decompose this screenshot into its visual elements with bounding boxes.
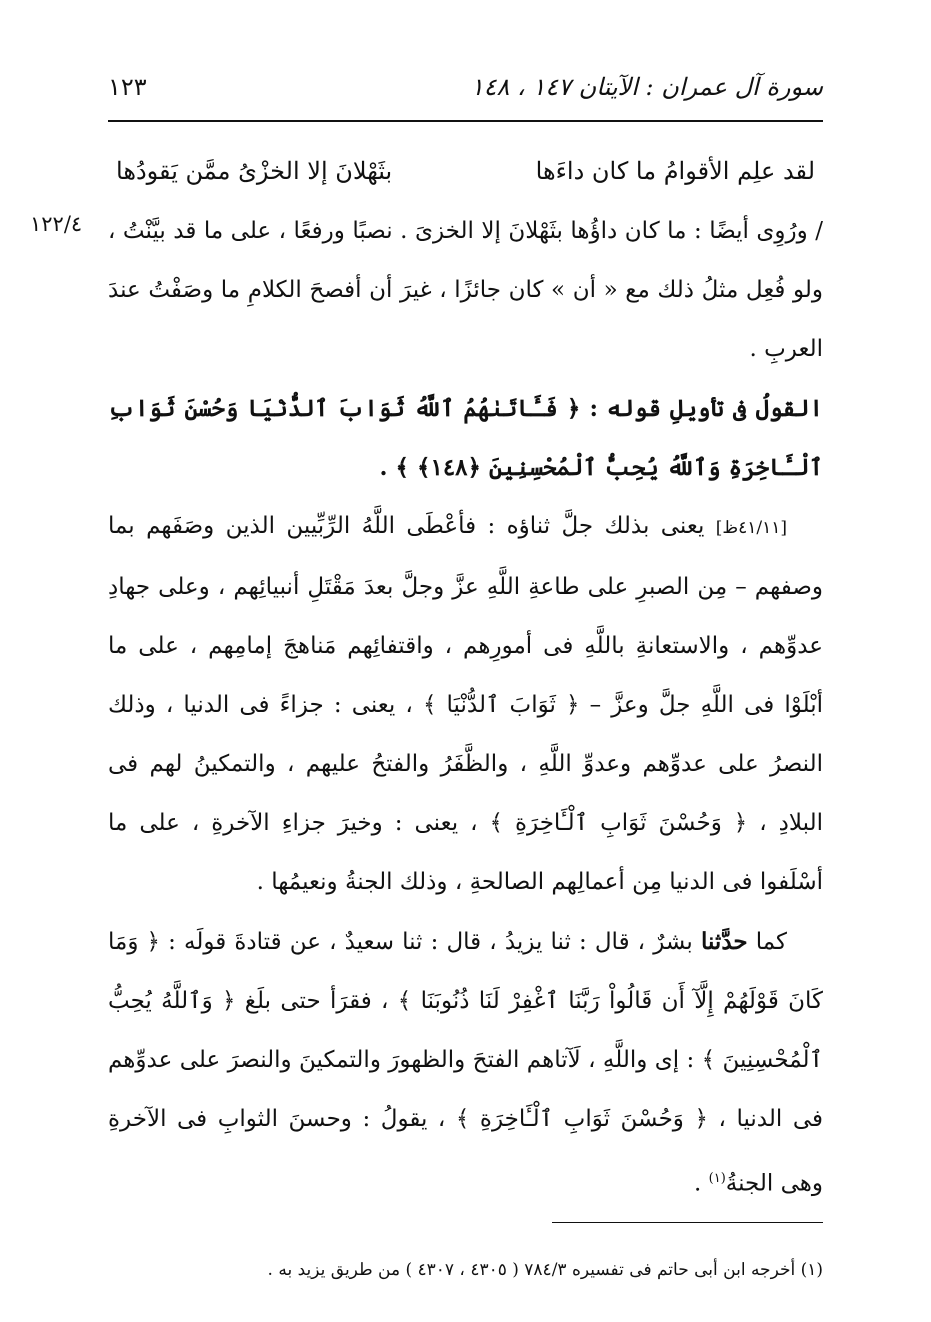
quran-verse-148: ﴿ فَـَٔاتَىٰهُمُ ٱللَّهُ ثَوَابَ ٱلدُّنْيَا وَحُسْنَ ثَوَابِ ٱلْـَٔاخِرَةِ وَٱللَّهُ يُحِبُّ ٱلْمُحْسِنِينَ ﴿١٤٨﴾ ﴾ . <box>108 395 823 481</box>
hadith-lead: كما <box>755 929 787 955</box>
margin-reference: ١٢٢/٤ <box>30 212 83 236</box>
hadith-text: بشرٌ ، قال : ثنا يزيدُ ، قال : ثنا سعيدٌ ، عن قتادةَ قولَه : ﴿ وَمَا كَانَ قَوْلَهُمْ إِلَّآ أَن قَالُواْ رَبَّنَا ٱغْفِرْ لَنَا ذُنُوبَنَا ﴾ ، فقرَأ حتى بلَغ ﴿ وَٱللَّهُ يُحِبُّ ٱلْمُحْسِنِينَ ﴾ : إى واللَّهِ ، لَآتاهم الفتحَ والظهورَ والتمكينَ والنصرَ على عدوِّهم فى الدنيا ، ﴿ وَحُسْنَ ثَوَابِ ٱلْـَٔاخِرَةِ ﴾ ، يقولُ : وحسنَ الثوابِ فى الآخرةِ وهى الجنةُ <box>108 929 823 1197</box>
tafsir-text: يعنى بذلك جلَّ ثناؤه : فأعْطَى اللَّهُ الرِّبِّيين الذين وصَفَهم بما وصفهم – مِن الصبرِ على طاعةِ اللَّهِ عزَّ وجلَّ بعدَ مَقْتَلِ أنبيائِهم ، وعلى جهادِ عدوِّهم ، والاستعانةِ باللَّهِ فى أمورِهم ، واقتفائِهم مَناهجَ إمامِهم ، على ما أبْلَوْا فى اللَّهِ جلَّ وعزَّ – ﴿ ثَوَابَ ٱلدُّنْيَا ﴾ ، يعنى : جزاءً فى الدنيا ، وذلك النصرُ على عدوِّهم وعدوِّ اللَّهِ ، والظَّفَرُ والفتحُ عليهم ، والتمكينُ لهم فى البلادِ ، ﴿ وَحُسْنَ ثَوَابِ ٱلْـَٔاخِرَةِ ﴾ ، يعنى : وخيرَ جزاءِ الآخرةِ ، على ما أسْلَفوا فى الدنيا مِن أعمالِهم الصالحةِ ، وذلك الجنةُ ونعيمُها . <box>108 513 823 895</box>
footnote: (١) أخرجه ابن أبى حاتم فى تفسيره ٧٨٤/٣ ( ٤٣٠٥ ، ٤٣٠٧ ) من طريق يزيد به . <box>267 1260 823 1280</box>
verse-second-hemistich: بثَهْلانَ إلا الخزْىُ ممَّن يَقودُها <box>116 157 393 185</box>
header-rule <box>108 120 823 122</box>
volume-reference: [٤١/١١ظ] <box>715 518 787 538</box>
section-heading <box>108 379 823 497</box>
footnote-rule <box>552 1222 823 1223</box>
running-title: سورة آل عمران : الآيتان ١٤٧ ، ١٤٨ <box>470 73 823 101</box>
heading-lead: القولُ فى تأويلِ قوله : <box>589 395 823 422</box>
poetry-verse <box>108 140 823 202</box>
haddathana: حدَّثنا <box>700 928 748 955</box>
paragraph-grammar-note: / ورُوِى أيضًا : ما كان داؤُها بثَهْلانَ إلا الخزىَ . نصبًا ورفعًا ، على ما قد بيَّنْتُ ، ولو فُعِل مثلُ ذلك مع « أن » كان جائزًا ، غيرَ أن أفصحَ الكلامِ ما وصَفْتُ عندَ العربِ . <box>108 218 823 362</box>
page-number: ١٢٣ <box>108 73 147 101</box>
paragraph-hadith <box>108 912 823 1214</box>
footnote-marker: (١) <box>708 1171 726 1186</box>
paragraph-tafsir <box>108 497 823 912</box>
page-body <box>108 140 823 1214</box>
verse-first-hemistich: لقد علِم الأقوامُ ما كان داءَها <box>535 157 815 185</box>
page-header <box>108 62 823 112</box>
hadith-tail: . <box>694 1170 709 1197</box>
